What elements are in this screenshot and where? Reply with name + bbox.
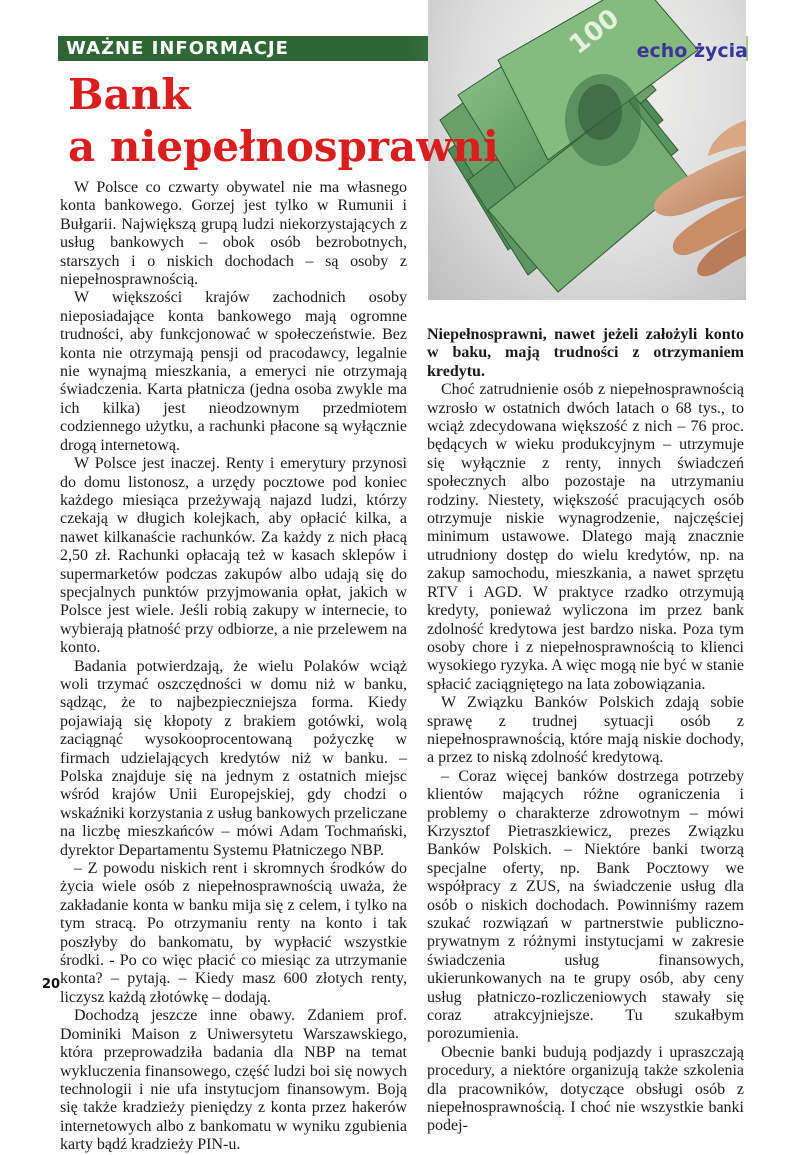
section-label: WAŻNE INFORMACJE: [66, 38, 289, 59]
paragraph: Dochodzą jeszcze inne obawy. Zdaniem prof. Dominiki Maison z Uniwersytetu Warszawskiego, która przeprowadziła badania dla NBP na temat wykluczenia finansowego, część ludzi boi się nowych technologii i nie ufa instytucjom finansowym. Boją się także kradzieży pieniędzy z konta przez hakerów internetowych albo z bankomatu w wyniku zgubienia karty bądź kradzieży PIN-u.: [60, 1007, 407, 1154]
paragraph: – Z powodu niskich rent i skromnych środków do życia wiele osób z niepełnosprawnością uważa, że zakładanie konta w banku mija się z celem, i tylko na tym stracą. Po otrzymaniu renty na konto i tak poszłyby do bankomatu, by wypłacić wszystkie środki. - Po co więc płacić co miesiąc za utrzymanie konta? – pytają. – Kiedy masz 600 złotych renty, liczysz każdą złotówkę – dodają.: [60, 860, 407, 1006]
article-title-line-2: a niepełnosprawni: [68, 122, 499, 171]
article-column-left: [60, 179, 407, 1155]
article-title-line-1: Bank: [68, 70, 191, 119]
paragraph: W Polsce jest inaczej. Renty i emerytury przynosi do domu listonosz, a urzędy pocztowe pod koniec każdego miesiąca przeżywają najazd ludzi, którzy czekają w długich kolejkach, aby opłacić kilka, a nawet kilkanaście rachunków. Za każdy z nich płacą 2,50 zł. Rachunki opłacają też w kasach sklepów i supermarketów podczas zakupów albo udają się do specjalnych punktów przyjmowania opłat, jakich w Polsce jest wiele. Jeśli robią zakupy w internecie, to wybierają płatność przy odbiorze, a nie przelewem na konto.: [60, 455, 407, 657]
banknote-denomination: 100: [563, 3, 626, 61]
page-number: 20: [42, 977, 61, 992]
paragraph: Badania potwierdzają, że wielu Polaków wciąż woli trzymać oszczędności w domu niż w banku, sądząc, że to najbezpieczniejsza forma. Kiedy pojawiają się kłopoty z brakiem gotówki, wolą zaciągnąć wysokooprocentowaną pożyczkę w firmach udzielających kredytów niż w banku. – Polska znajduje się na jednym z ostatnich miejsc wśród krajów Unii Europejskiej, gdy chodzi o wskaźniki korzystania z usług bankowych przeliczane na liczbę mieszkańców – mówi Adam Tochmański, dyrektor Departamentu Systemu Płatniczego NBP.: [60, 657, 407, 859]
paragraph: W Polsce co czwarty obywatel nie ma własnego konta bankowego. Gorzej jest tylko w Rumunii i Bułgarii. Największą grupą ludzi niekorzystających z usług bankowych – obok osób bezrobotnych, starszych i o niskich dochodach – są osoby z niepełnosprawnością.: [60, 179, 407, 289]
subheading: Niepełnosprawni, nawet jeżeli założyli konto w baku, mają trudności z otrzymaniem kredytu.: [427, 326, 744, 380]
paragraph: W Związku Banków Polskich zdają sobie sprawę z trudnej sytuacji osób z niepełnosprawnością, które mają niskie dochody, a przez to niską zdolność kredytową.: [427, 694, 744, 767]
paragraph: – Coraz więcej banków dostrzega potrzeby klientów mających różne ograniczenia i problemy o charakterze zdrowotnym – mówi Krzysztof Pietraszkiewicz, prezes Związku Banków Polskich. – Niektóre banki tworzą specjalne oferty, np. Bank Pocztowy we współpracy z ZUS, na świadczenie usług dla osób o niskich dochodach. Powinniśmy razem szukać rozwiązań w partnerstwie publiczno-prywatnym z różnymi instytucjami w zakresie świadczenia usług finansowych, ukierunkowanych na te grupy osób, aby ceny usług płatniczo-rozliczeniowych stawały się coraz atrakcyjniejsze. Tu szukałbym porozumienia.: [427, 767, 744, 1043]
paragraph: Choć zatrudnienie osób z niepełnosprawnością wzrosło w ostatnich dwóch latach o 68 tys., to wciąż zdecydowana większość z nich – 76 proc. będących w wieku produkcyjnym – utrzymuje się wyłącznie z renty, innych świadczeń społecznych albo pozostaje na utrzymaniu rodziny. Niestety, większość pracujących osób otrzymuje niskie wynagrodzenie, najczęściej minimum ustawowe. Dlatego mają znacznie utrudniony dostęp do wielu kredytów, np. na zakup samochodu, mieszkania, a nawet sprzętu RTV i AGD. W praktyce rzadko otrzymują kredyty, ponieważ wyliczona im przez bank zdolność kredytowa jest bardzo niska. Poza tym osoby chore i z niepełnosprawnością to klienci wysokiego ryzyka. A więc mogą nie być w stanie spłacić zaciągniętego na lata zobowiązania.: [427, 381, 744, 693]
paragraph: W większości krajów zachodnich osoby nieposiadające konta bankowego mają ogromne trudności, aby funkcjonować w społeczeństwie. Bez konta nie otrzymają pensji od pracodawcy, legalnie nie wynajmą mieszkania, a emeryci nie otrzymają świadczenia. Karta płatnicza (jedna osoba zwykle ma ich kilka) jest nieodzownym przedmiotem codziennego użytku, a rachunki płacone są wyłącznie drogą internetową.: [60, 289, 407, 454]
article-column-right: [427, 326, 744, 1136]
paragraph: Obecnie banki budują podjazdy i upraszczają procedury, a niektóre organizują także szkolenia dla pracowników, dotyczące obsługi osób z niepełnosprawnością. I choć nie wszystkie banki podej-: [427, 1043, 744, 1135]
magazine-name: echo życia: [636, 40, 748, 62]
